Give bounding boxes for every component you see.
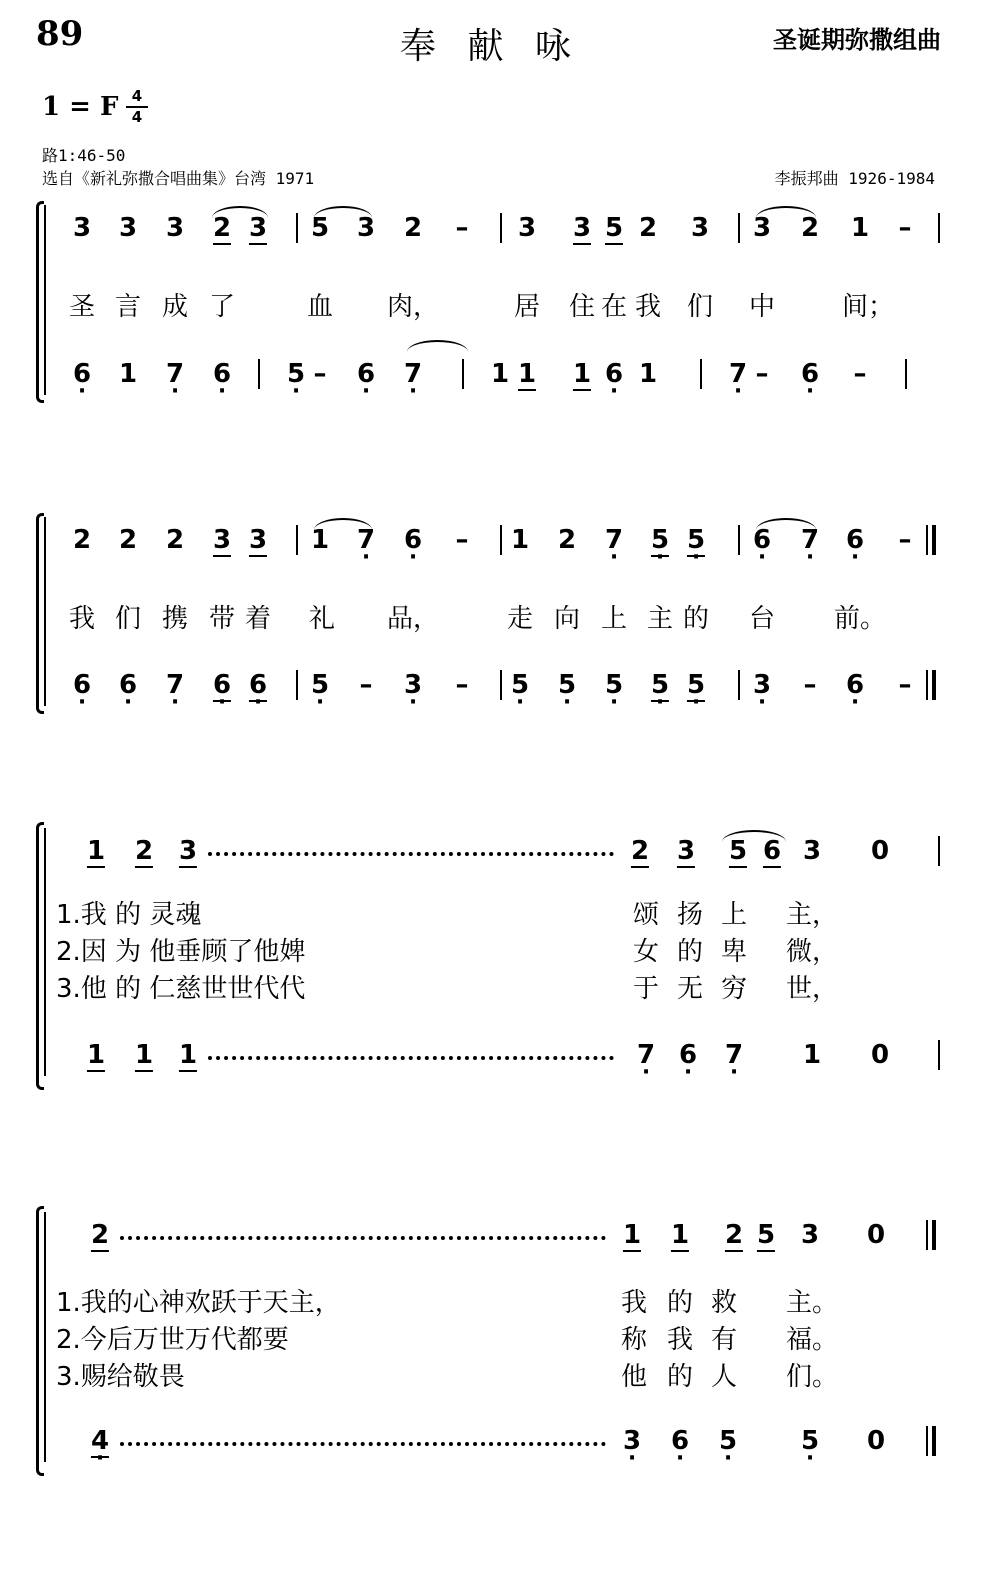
note: 2 xyxy=(630,836,650,866)
note: 5 · xyxy=(311,670,329,700)
meter-bottom: 4 xyxy=(131,108,143,126)
verse-line: 3.赐给敬畏 xyxy=(56,1362,185,1392)
verse-line: 2.今后万世万代都要 xyxy=(56,1325,289,1355)
composer-credit: 李振邦曲 1926-1984 xyxy=(774,169,935,188)
note: 1 xyxy=(670,1220,690,1250)
lyric-syllable: 主 xyxy=(646,604,674,634)
recitation-dots xyxy=(208,1056,614,1060)
barline xyxy=(462,359,464,389)
scripture-reference: 路1:46-50 xyxy=(42,146,126,165)
note: 0 xyxy=(870,1040,890,1070)
lyric-syllable: 带 xyxy=(208,604,236,634)
verse-line: 2.因 为 他垂顾了他婢 xyxy=(56,937,306,967)
lyric-syllable: 中 xyxy=(748,292,776,322)
note: 7 · xyxy=(357,525,375,555)
note: 1 xyxy=(850,213,870,243)
note: 3 xyxy=(676,836,696,866)
lyric-syllable: 着 xyxy=(244,604,272,634)
note: 0 xyxy=(866,1220,886,1250)
note: 1 xyxy=(178,1040,198,1070)
note: 2 xyxy=(403,213,423,243)
slur-mark xyxy=(756,518,816,530)
lyric-syllable: 肉， xyxy=(386,292,440,322)
note: 3 xyxy=(690,213,710,243)
barline xyxy=(500,670,502,700)
note: 5 · xyxy=(719,1426,737,1456)
note: 1 xyxy=(517,359,537,389)
note: 2 xyxy=(90,1220,110,1250)
note: 2 xyxy=(72,525,92,555)
barline xyxy=(738,670,740,700)
dash-note: – xyxy=(455,525,469,555)
note: 1 xyxy=(638,359,658,389)
note: 3 xyxy=(800,1220,820,1250)
dash-note: – xyxy=(313,359,327,389)
verse-syllable: 主， xyxy=(785,900,839,930)
lyric-syllable: 住 xyxy=(568,292,596,322)
note: 5 · xyxy=(651,670,669,702)
note: 1 xyxy=(86,1040,106,1070)
verse-syllable: 我 xyxy=(620,1288,648,1318)
note: 7 · xyxy=(637,1040,655,1070)
lyric-syllable: 我 xyxy=(634,292,662,322)
note: 6 · xyxy=(73,670,91,700)
lyric-syllable: 们 xyxy=(686,292,714,322)
barline xyxy=(938,1040,940,1070)
note: 6 · xyxy=(605,359,623,389)
recitation-dots xyxy=(120,1442,606,1446)
dash-note: – xyxy=(755,359,769,389)
note: 1 xyxy=(310,525,330,555)
dash-note: – xyxy=(898,213,912,243)
verse-syllable: 主。 xyxy=(785,1288,839,1318)
note: 6 · xyxy=(801,359,819,389)
note: 5 xyxy=(310,213,330,243)
barline xyxy=(500,525,502,555)
slur-mark xyxy=(407,340,468,352)
note: 1 xyxy=(802,1040,822,1070)
note: 3 xyxy=(572,213,592,243)
verse-syllable: 福。 xyxy=(785,1325,839,1355)
barline xyxy=(905,359,907,389)
note: 3 xyxy=(517,213,537,243)
verse-line: 1.我的心神欢跃于天主， xyxy=(56,1288,341,1318)
barline xyxy=(296,525,298,555)
recitation-dots xyxy=(120,1236,606,1240)
note: 2 xyxy=(800,213,820,243)
verse-line: 3.他 的 仁慈世世代代 xyxy=(56,974,306,1004)
note: 3 xyxy=(248,525,268,555)
note: 5 · xyxy=(687,525,705,557)
note: 3 xyxy=(178,836,198,866)
note: 5 · xyxy=(687,670,705,702)
note: 5 · xyxy=(287,359,305,389)
verse-syllable: 于 xyxy=(632,974,660,1004)
note: 2 xyxy=(724,1220,744,1250)
lyric-syllable: 血 xyxy=(306,292,334,322)
verse-syllable: 无 xyxy=(676,974,704,1004)
verse-syllable: 他 xyxy=(620,1362,648,1392)
note: 2 xyxy=(165,525,185,555)
note: 2 xyxy=(557,525,577,555)
note: 6 · xyxy=(671,1426,689,1456)
note: 3 · xyxy=(404,670,422,700)
final-barline xyxy=(926,670,936,700)
note: 3 xyxy=(165,213,185,243)
note: 2 xyxy=(134,836,154,866)
note: 0 xyxy=(870,836,890,866)
note: 7 · xyxy=(725,1040,743,1070)
verse-syllable: 微， xyxy=(785,937,839,967)
note: 6 xyxy=(762,836,782,866)
system-bar xyxy=(44,205,46,395)
note: 6 · xyxy=(119,670,137,700)
note: 3 xyxy=(248,213,268,243)
lyric-syllable: 了 xyxy=(208,292,236,322)
page-number: 89 xyxy=(36,14,84,54)
system-brace xyxy=(36,513,44,714)
dash-note: – xyxy=(853,359,867,389)
lyric-syllable: 成 xyxy=(161,292,189,322)
note: 1 xyxy=(490,359,510,389)
barline xyxy=(700,359,702,389)
time-signature xyxy=(124,88,150,126)
verse-syllable: 卑 xyxy=(720,937,748,967)
recitation-dots xyxy=(208,852,614,856)
verse-syllable: 扬 xyxy=(676,900,704,930)
note: 3 xyxy=(212,525,232,555)
note: 3 xyxy=(72,213,92,243)
song-title: 奉 献 咏 xyxy=(400,26,581,67)
barline xyxy=(296,670,298,700)
verse-syllable: 称 xyxy=(620,1325,648,1355)
system-brace xyxy=(36,1206,44,1476)
system-brace xyxy=(36,201,44,403)
note: 4 · xyxy=(91,1426,109,1458)
lyric-syllable: 在 xyxy=(600,292,628,322)
final-barline xyxy=(926,1220,936,1250)
system-bar xyxy=(44,517,46,706)
verse-syllable: 的 xyxy=(666,1362,694,1392)
system-bar xyxy=(44,828,46,1076)
system-bar xyxy=(44,1212,46,1462)
note: 1 xyxy=(134,1040,154,1070)
note: 6 · xyxy=(357,359,375,389)
meter-top: 4 xyxy=(131,87,143,105)
verse-syllable: 上 xyxy=(720,900,748,930)
lyric-syllable: 前。 xyxy=(833,604,887,634)
barline xyxy=(738,525,740,555)
note: 5 · xyxy=(651,525,669,557)
barline xyxy=(938,213,940,243)
slur-mark xyxy=(314,206,372,218)
lyric-syllable: 上 xyxy=(600,604,628,634)
lyric-syllable: 们 xyxy=(114,604,142,634)
lyric-syllable: 言 xyxy=(114,292,142,322)
dash-note: – xyxy=(359,670,373,700)
slur-mark xyxy=(212,206,268,218)
note: 6 · xyxy=(73,359,91,389)
note: 3 xyxy=(802,836,822,866)
barline xyxy=(738,213,740,243)
slur-mark xyxy=(314,518,372,530)
verse-syllable: 颂 xyxy=(632,900,660,930)
note: 6 · xyxy=(404,525,422,555)
barline xyxy=(938,836,940,866)
note: 7 · xyxy=(801,525,819,555)
lyric-syllable: 我 xyxy=(68,604,96,634)
barline xyxy=(296,213,298,243)
note: 1 xyxy=(622,1220,642,1250)
note: 1 xyxy=(86,836,106,866)
note: 3 xyxy=(118,213,138,243)
note: 5 xyxy=(756,1220,776,1250)
note: 6 · xyxy=(846,525,864,555)
verse-syllable: 我 xyxy=(666,1325,694,1355)
key-signature: 1 = F xyxy=(42,92,119,122)
note: 2 xyxy=(212,213,232,243)
verse-syllable: 的 xyxy=(676,937,704,967)
note: 6 · xyxy=(213,359,231,389)
verse-syllable: 世， xyxy=(785,974,839,1004)
note: 1 xyxy=(510,525,530,555)
note: 5 · xyxy=(511,670,529,700)
dash-note: – xyxy=(455,670,469,700)
lyric-syllable: 间； xyxy=(841,292,895,322)
lyric-syllable: 的 xyxy=(682,604,710,634)
note: 6 · xyxy=(249,670,267,702)
lyric-syllable: 礼 xyxy=(308,604,336,634)
note: 6 · xyxy=(846,670,864,700)
lyric-syllable: 台 xyxy=(748,604,776,634)
note: 5 · xyxy=(801,1426,819,1456)
note: 1 xyxy=(572,359,592,389)
note: 3 xyxy=(356,213,376,243)
lyric-syllable: 携 xyxy=(161,604,189,634)
note: 7 · xyxy=(166,359,184,389)
lyric-syllable: 圣 xyxy=(68,292,96,322)
verse-syllable: 的 xyxy=(666,1288,694,1318)
note: 3 · xyxy=(753,670,771,700)
dash-note: – xyxy=(898,670,912,700)
dash-note: – xyxy=(455,213,469,243)
note: 5 · xyxy=(558,670,576,700)
note: 5 xyxy=(728,836,748,866)
lyric-syllable: 走 xyxy=(506,604,534,634)
lyric-syllable: 居 xyxy=(513,292,541,322)
verse-syllable: 穷 xyxy=(720,974,748,1004)
note: 7 · xyxy=(729,359,747,389)
dash-note: – xyxy=(898,525,912,555)
note: 7 · xyxy=(404,359,422,389)
note: 7 · xyxy=(605,525,623,555)
note: 7 · xyxy=(166,670,184,700)
note: 1 xyxy=(118,359,138,389)
lyric-syllable: 品， xyxy=(386,604,440,634)
verse-syllable: 们。 xyxy=(785,1362,839,1392)
dash-note: – xyxy=(803,670,817,700)
verse-syllable: 人 xyxy=(710,1362,738,1392)
slur-mark xyxy=(756,206,816,218)
barline xyxy=(500,213,502,243)
note: 6 · xyxy=(679,1040,697,1070)
final-barline xyxy=(926,525,936,555)
system-brace xyxy=(36,822,44,1090)
note: 5 · xyxy=(605,670,623,700)
note: 5 xyxy=(604,213,624,243)
lyric-syllable: 向 xyxy=(553,604,581,634)
final-barline xyxy=(926,1426,936,1456)
source-note: 选自《新礼弥撒合唱曲集》台湾 1971 xyxy=(42,169,315,188)
note: 6 · xyxy=(753,525,771,555)
note: 3 xyxy=(752,213,772,243)
verse-syllable: 女 xyxy=(632,937,660,967)
verse-syllable: 有 xyxy=(710,1325,738,1355)
note: 2 xyxy=(638,213,658,243)
barline xyxy=(258,359,260,389)
collection-title: 圣诞期弥撒组曲 xyxy=(773,26,941,54)
note: 2 xyxy=(118,525,138,555)
note: 0 xyxy=(866,1426,886,1456)
note: 3 · xyxy=(623,1426,641,1456)
verse-line: 1.我 的 灵魂 xyxy=(56,900,202,930)
verse-syllable: 救 xyxy=(710,1288,738,1318)
note: 6 · xyxy=(213,670,231,702)
